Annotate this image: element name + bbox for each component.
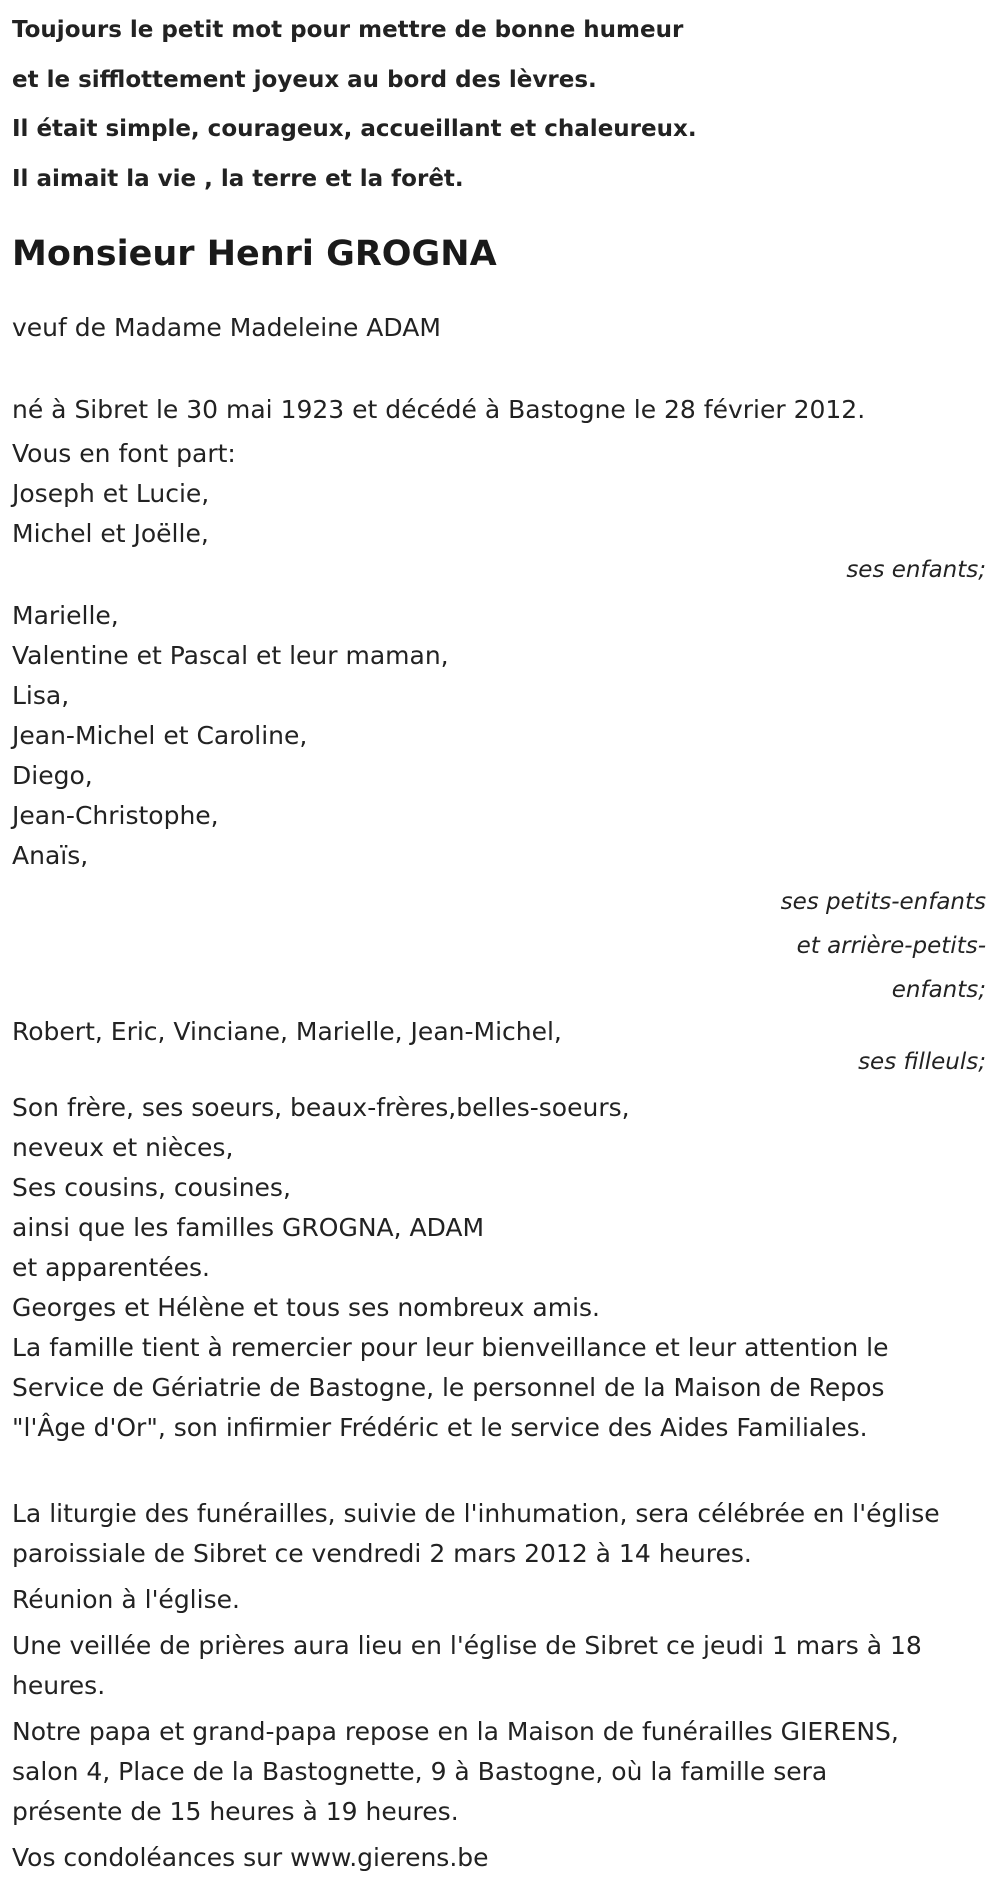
paragraph-line: La famille tient à remercier pour leur bienveillance et leur attention le xyxy=(12,1333,889,1362)
rest-paragraph xyxy=(12,1712,990,1832)
children-relation: ses enfants; xyxy=(846,557,986,583)
paragraph-line: présente de 15 heures à 19 heures. xyxy=(12,1797,459,1826)
godchildren-relation: ses filleuls; xyxy=(858,1049,986,1075)
paragraph-line: La liturgie des funérailles, suivie de l'inhumation, sera célébrée en l'église xyxy=(12,1499,940,1528)
vigil-paragraph xyxy=(12,1626,990,1706)
widow-line: veuf de Madame Madeleine ADAM xyxy=(12,313,441,342)
list-item: Diego, xyxy=(12,761,93,790)
grandchildren-relation xyxy=(12,880,990,1012)
list-item: Jean-Michel et Caroline, xyxy=(12,721,308,750)
list-item: Joseph et Lucie, xyxy=(12,479,210,508)
relation-line: enfants; xyxy=(891,977,986,1003)
condolences-line: Vos condoléances sur www.gierens.be xyxy=(12,1843,489,1872)
meeting-line: Réunion à l'église. xyxy=(12,1585,240,1614)
relation-line: ses petits-enfants xyxy=(780,889,986,915)
list-item: Marielle, xyxy=(12,601,119,630)
obituary-page xyxy=(12,0,990,1878)
paragraph-line: Une veillée de prières aura lieu en l'église de Sibret ce jeudi 1 mars à 18 xyxy=(12,1631,922,1660)
family-list xyxy=(12,1088,990,1328)
grandchildren-list xyxy=(12,596,990,876)
list-item: Michel et Joëlle, xyxy=(12,519,209,548)
list-item: Jean-Christophe, xyxy=(12,801,219,830)
intro-line: Il était simple, courageux, accueillant et chaleureux. xyxy=(12,116,697,142)
paragraph-line: Notre papa et grand-papa repose en la Maison de funérailles GIERENS, xyxy=(12,1717,899,1746)
intro-verse xyxy=(12,6,990,204)
paragraph-line: paroissiale de Sibret ce vendredi 2 mars 2012 à 14 heures. xyxy=(12,1539,752,1568)
list-item: et apparentées. xyxy=(12,1253,210,1282)
deceased-name: Monsieur Henri GROGNA xyxy=(12,234,497,274)
list-item: Georges et Hélène et tous ses nombreux amis. xyxy=(12,1293,600,1322)
list-item: neveux et nièces, xyxy=(12,1133,234,1162)
paragraph-line: salon 4, Place de la Bastognette, 9 à Bastogne, où la famille sera xyxy=(12,1757,828,1786)
intro-line: et le sifflottement joyeux au bord des lèvres. xyxy=(12,66,597,93)
list-item: Ses cousins, cousines, xyxy=(12,1173,291,1202)
children-list xyxy=(12,474,990,554)
relation-line: et arrière-petits- xyxy=(796,933,986,959)
intro-line: Il aimait la vie , la terre et la forêt. xyxy=(12,165,464,192)
paragraph-line: "l'Âge d'Or", son infirmier Frédéric et le service des Aides Familiales. xyxy=(12,1413,868,1442)
list-item: ainsi que les familles GROGNA, ADAM xyxy=(12,1213,485,1242)
liturgy-paragraph xyxy=(12,1494,990,1574)
announce-line: Vous en font part: xyxy=(12,439,236,468)
intro-line: Toujours le petit mot pour mettre de bonne humeur xyxy=(12,17,684,43)
godchildren-line: Robert, Eric, Vinciane, Marielle, Jean-Michel, xyxy=(12,1017,562,1046)
dates-line: né à Sibret le 30 mai 1923 et décédé à Bastogne le 28 février 2012. xyxy=(12,395,866,424)
paragraph-line: heures. xyxy=(12,1671,106,1700)
list-item: Anaïs, xyxy=(12,841,89,870)
thanks-paragraph xyxy=(12,1328,990,1448)
list-item: Valentine et Pascal et leur maman, xyxy=(12,641,449,670)
list-item: Lisa, xyxy=(12,681,70,710)
paragraph-line: Service de Gériatrie de Bastogne, le personnel de la Maison de Repos xyxy=(12,1373,885,1402)
list-item: Son frère, ses soeurs, beaux-frères,belles-soeurs, xyxy=(12,1093,630,1122)
